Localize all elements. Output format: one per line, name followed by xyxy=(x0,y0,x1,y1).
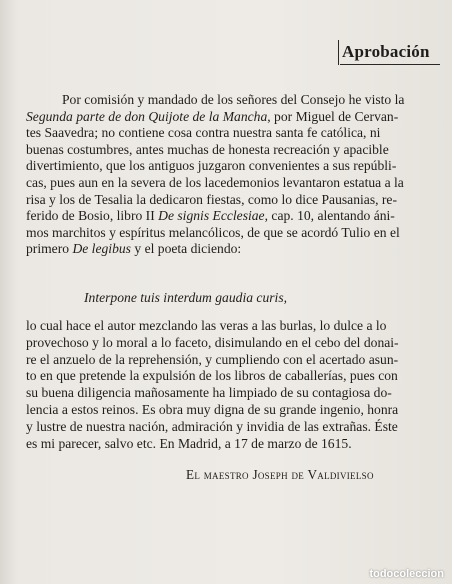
header-rule xyxy=(340,64,440,65)
text-line: lo cual hace el autor mezclando las veras a las burlas, lo dulce a lo xyxy=(26,318,387,333)
text-line: es mi parecer, salvo etc. En Madrid, a 17 de marzo de 1615. xyxy=(26,435,352,451)
text-line: re el anzuelo de la reprehensión, y cumpliendo con el acertado asun- xyxy=(26,351,399,367)
signature: El maestro Joseph de Valdivielso xyxy=(186,467,374,482)
text-line: risa y los de Tesalia la dedicaron fiestas, como lo dice Pausanias, re- xyxy=(26,191,397,207)
text-line: divertimiento, que los antiguos juzgaron convenientes a sus repúbli- xyxy=(26,158,397,174)
latin-quote: Interpone tuis interdum gaudia curis, xyxy=(84,290,288,305)
text-line: su buena diligencia mañosamente ha limpiado de su contagiosa do- xyxy=(26,385,392,401)
text-line: to en que pretende la expulsión de los libros de caballerías, pues con xyxy=(26,368,398,384)
page-header xyxy=(340,42,440,72)
text-line: buenas costumbres, antes muchas de honesta recreación y apacible xyxy=(26,141,389,157)
paragraph-2 xyxy=(26,318,426,452)
text-line: ferido de Bosio, libro II De signis Ecclesiae, cap. 10, alentando áni- xyxy=(26,208,395,224)
text-line: lencia a estos reinos. Es obra muy digna de su grande ingenio, honra xyxy=(26,401,399,417)
page-title: Aprobación xyxy=(342,42,430,61)
text-line: y lustre de nuestra nación, admiración y invidia de las extrañas. Éste xyxy=(26,418,398,434)
text-line: mos marchitos y espíritus melancólicos, de que se acordó Tulio en el xyxy=(26,224,400,240)
text-line: Segunda parte de don Quijote de la Mancha, por Miguel de Cervan- xyxy=(26,108,399,124)
text-line: cas, pues aun en la severa de los lacedemonios levantaron estatua a la xyxy=(26,174,404,190)
header-vertical-rule xyxy=(338,40,339,65)
text-line: primero De legibus y el poeta diciendo: xyxy=(26,241,242,257)
text-line: Por comisión y mandado de los señores del Consejo he visto la xyxy=(62,92,405,107)
text-line: provechoso y lo moral a lo faceto, disimulando en el cebo del donai- xyxy=(26,334,399,350)
text-line: tes Saavedra; no contiene cosa contra nuestra santa fe católica, ni xyxy=(26,125,381,141)
paragraph-1 xyxy=(26,92,426,258)
watermark-text: todocoleccion xyxy=(369,568,444,580)
watermark-logo xyxy=(369,568,444,580)
